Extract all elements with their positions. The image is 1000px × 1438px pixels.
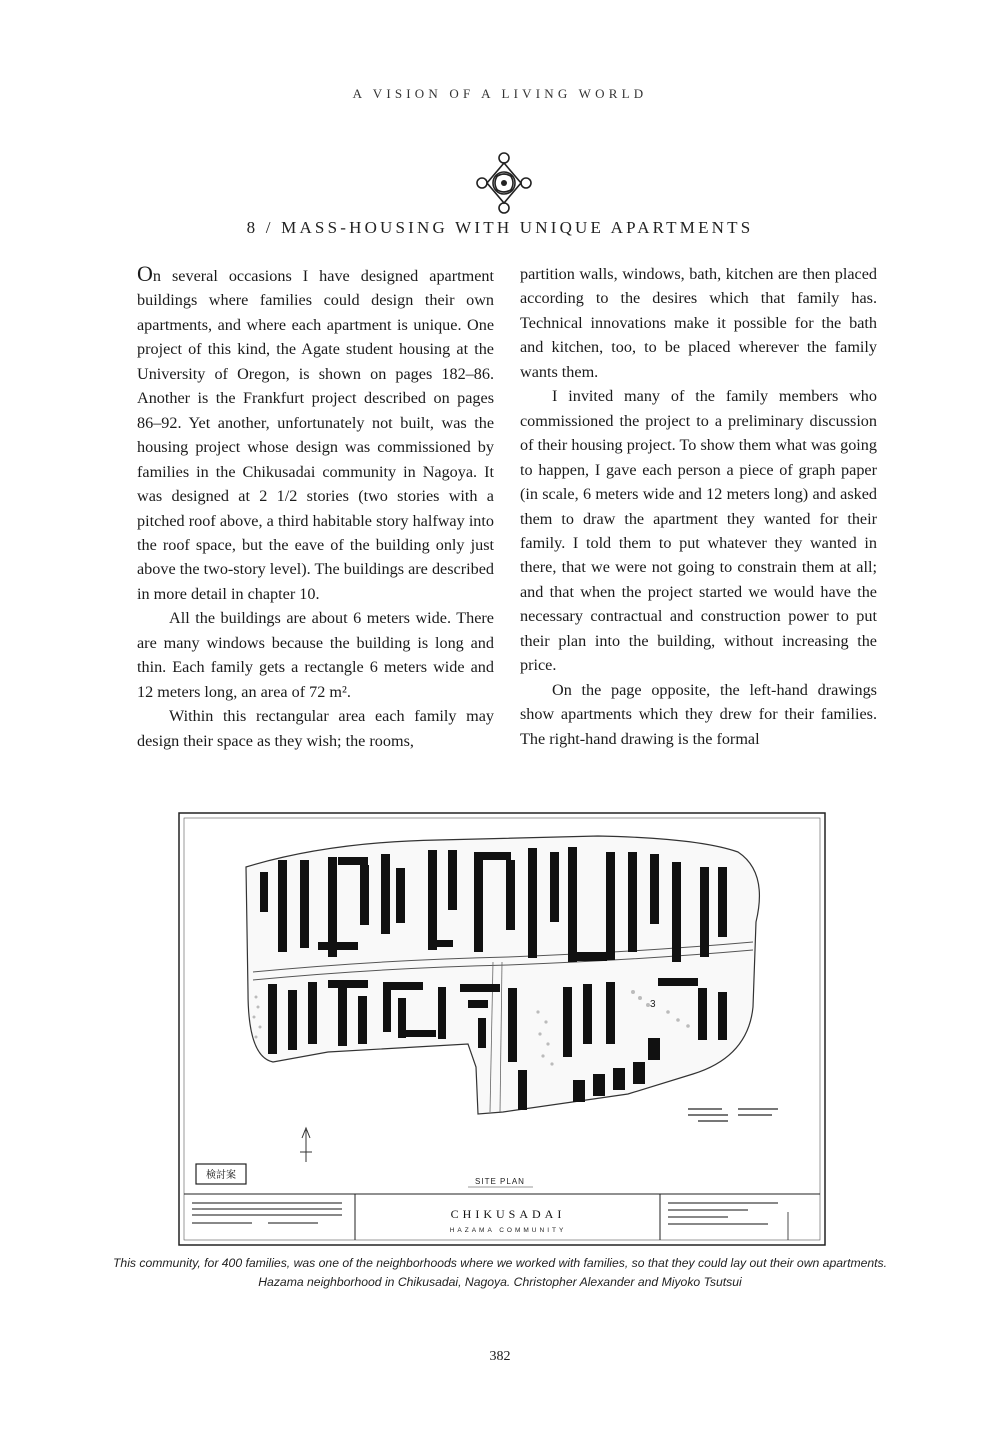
paragraph-3: Within this rectangular area each family may design their space as they wish; the rooms, xyxy=(137,707,494,750)
title-main: CHIKUSADAI xyxy=(450,1207,566,1221)
right-column xyxy=(520,262,877,751)
paragraph-1 xyxy=(137,262,494,606)
paragraph-1-text: n several occasions I have designed apartment buildings where families could design their own apartments, and where each apartment is unique. One project of this kind, the Agate student housing at the University of Oregon, is shown on pages 182–86. Another is the Frankfurt project described on pages 86–92. Yet another, unfortunately not built, was the housing project whose design was commissioned by families in the Chikusadai community in Nagoya. It was designed at 2 1/2 stories (two stories with a pitched roof above, a third habitable story halfway into the roof space, but the eave of the building only just above the two-story level). The buildings are described in more detail in chapter 10. xyxy=(137,267,494,603)
block-number: 3 xyxy=(650,999,656,1010)
paragraph-4: partition walls, windows, bath, kitchen are then placed according to the desires which that family has. Technical innovations make it possible for the bath and kitchen, too, to be placed wherever the family wants them. xyxy=(520,265,877,381)
title-sub: HAZAMA COMMUNITY xyxy=(449,1227,567,1234)
paragraph-6: On the page opposite, the left-hand drawings show apartments which they drew for their families. The right-hand drawing is the formal xyxy=(520,680,877,748)
paragraph-5: I invited many of the family members who commissioned the project to a preliminary discussion of their housing project. To show them what was going to happen, I gave each person a piece of graph paper (in scale, 6 meters wide and 12 meters long) and asked them to draw the apartment they wanted for their family. I told them to put whatever they wanted in there, that we were not going to constrain them at all; and that when the project started we would have the necessary contractual and construction power to put their plan into the building, without increasing the price. xyxy=(520,387,877,675)
left-column xyxy=(137,262,494,753)
site-plan-label: SITE PLAN xyxy=(475,1177,525,1186)
paragraph-2: All the buildings are about 6 meters wide. There are many windows because the building is long and thin. Each family gets a rectangle 6 meters wide and 12 meters long, an area of 72 m². xyxy=(137,609,494,701)
site-plan-figure xyxy=(178,812,826,1246)
ornament-icon xyxy=(476,150,532,216)
chapter-title: 8 / MASS-HOUSING WITH UNIQUE APARTMENTS xyxy=(246,218,754,237)
stamp-text: 検討案 xyxy=(206,1170,236,1181)
drop-cap: O xyxy=(137,261,153,286)
page-number: 382 xyxy=(489,1349,511,1364)
running-head: A VISION OF A LIVING WORLD xyxy=(352,86,648,101)
figure-caption: This community, for 400 families, was one of the neighborhoods where we worked with families, so that they could lay out their own apartments. Hazama neighborhood in Chikusadai, Nagoya. Christopher Alexander and Miyoko Tsutsui xyxy=(112,1256,888,1289)
